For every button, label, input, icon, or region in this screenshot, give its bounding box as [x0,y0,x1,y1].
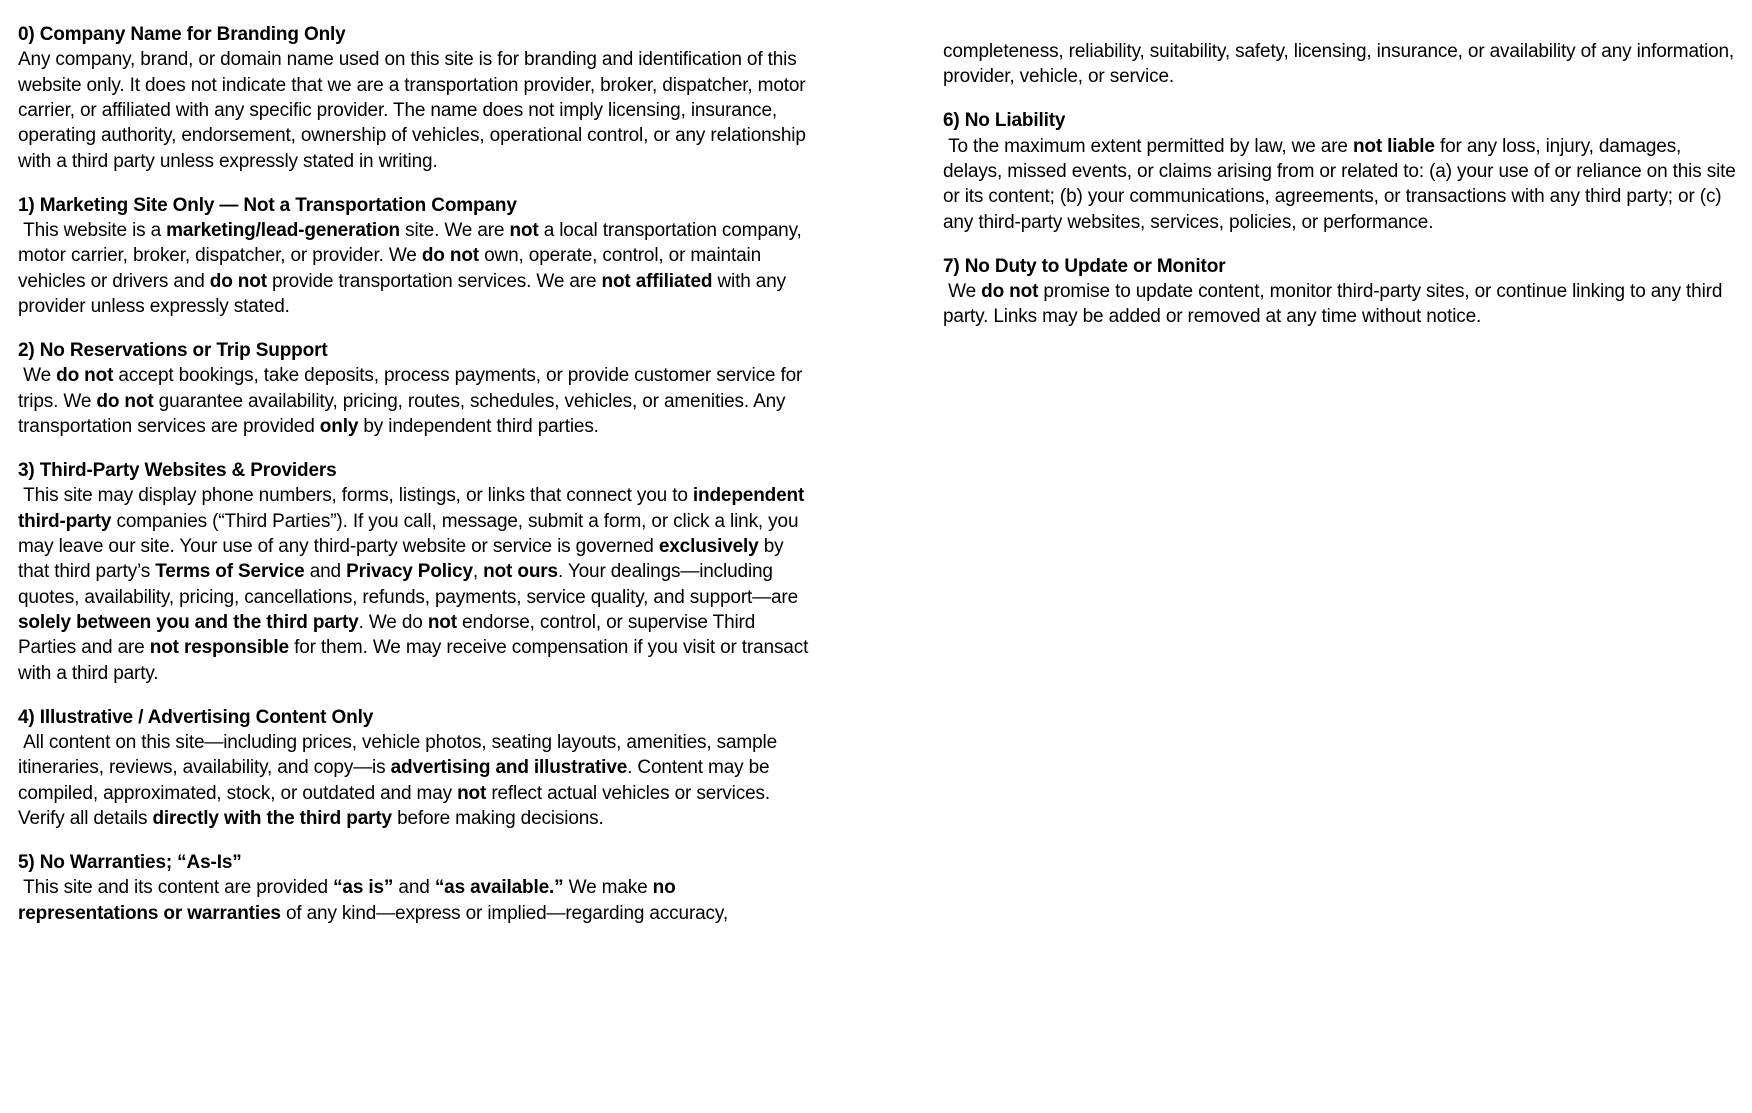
section-heading: 7) No Duty to Update or Monitor [943,255,1226,277]
disclaimer-section [943,39,1738,90]
text-run: promise to update content, monitor third-party sites, or continue linking to any third party. Links may be added or removed at any time without notice. [943,281,1728,328]
disclaimer-section [18,850,813,926]
emphasis-text: Privacy Policy [346,561,473,583]
text-run: site. We are [399,219,510,241]
section-body [18,485,813,683]
text-run: and [304,561,347,583]
text-run: This site may display phone numbers, forms, listings, or links that connect you to [18,485,693,507]
emphasis-text: not responsible [149,637,289,659]
text-run: We [943,281,982,302]
section-heading: 5) No Warranties; “As-Is” [18,851,242,873]
disclaimer-section [943,254,1738,330]
disclaimer-section [18,338,813,439]
text-run: a local transportation company, motor carrier, broker, dispatcher, or provider. We [18,219,807,267]
section-heading: 3) Third-Party Websites & Providers [18,459,337,481]
emphasis-text: exclusively [658,535,759,557]
emphasis-text: directly with the third party [152,807,392,829]
text-run: before making decisions. [391,807,604,829]
section-body [18,49,811,171]
emphasis-text: not ours [483,561,558,583]
section-body [943,281,1727,327]
text-run: own, operate, control, or maintain vehicles or drivers and [18,245,767,292]
disclaimer-section [18,22,813,174]
section-body [943,136,1741,233]
emphasis-text: not [509,219,539,241]
disclaimer-section [18,458,813,686]
section-heading: 0) Company Name for Branding Only [18,24,346,45]
emphasis-text: do not [96,390,154,412]
emphasis-text: independent third-party [18,485,810,532]
emphasis-text: advertising and illustrative [390,757,628,779]
text-run: of any kind—express or implied—regarding accuracy, [280,902,728,924]
emphasis-text: Terms of Service [155,561,305,583]
text-run: To the maximum extent permitted by law, we are [943,135,1353,157]
emphasis-text: do not [421,245,479,267]
disclaimer-section [18,705,813,832]
section-body [18,877,728,923]
emphasis-text: do not [56,365,114,387]
column-right [943,39,1741,348]
text-run: provide transportation services. We are [266,270,602,292]
text-run: We make [563,877,653,899]
text-run: All content on this site—including prices, vehicle photos, seating layouts, amenities, sample itineraries, reviews, availability, and copy—is [18,731,783,779]
emphasis-text: not [457,782,487,804]
emphasis-text: do not [981,281,1039,302]
text-run: . Your dealings—including quotes, availability, pricing, cancellations, refunds, payments, service quality, and support—are [18,561,804,608]
text-run: completeness, reliability, suitability, safety, licensing, insurance, or availability of any information, provider, vehicle, or service. [943,41,1740,88]
text-run: , [472,561,484,583]
text-run: guarantee availability, pricing, routes, schedules, vehicles, or amenities. Any transportation services are provided [18,390,791,437]
emphasis-text: marketing/lead-generation [166,219,400,241]
section-body [18,220,807,317]
section-heading: 4) Illustrative / Advertising Content Only [18,706,374,728]
section-heading: 1) Marketing Site Only — Not a Transportation Company [18,194,517,216]
disclaimer-section [943,108,1741,235]
emphasis-text: solely between you and the third party [18,611,359,633]
text-run: companies (“Third Parties”). If you call, message, submit a form, or click a link, you may leave our site. Your use of any third-party website or service is governed [18,510,804,557]
emphasis-text: “as is” [333,877,394,899]
emphasis-text: “as available.” [434,877,564,899]
text-run: Any company, brand, or domain name used on this site is for branding and identification of this website only. It does not indicate that we are a transportation provider, broker, dispatcher, motor carrier, or affiliated with any specific provider. The name does not imply licensing, insurance, operating authority, endorsement, ownership of vehicles, operational control, or any relationship with a third party unless expressly stated in writing. [18,49,811,172]
emphasis-text: not [427,611,457,633]
emphasis-text: not liable [1352,135,1435,157]
text-run: by that third party’s [18,535,789,583]
text-run: accept bookings, take deposits, process payments, or provide customer service for trips. We [18,365,808,412]
column-left [18,22,813,945]
text-run: . Content may be compiled, approximated, stock, or outdated and may [18,757,775,804]
emphasis-text: not affiliated [601,270,713,292]
text-run: reflect actual vehicles or services. Verify all details [18,782,776,829]
text-run: . We do [358,611,428,633]
text-run: by independent third parties. [358,415,599,437]
text-run: for any loss, injury, damages, delays, missed events, or claims arising from or related to: (a) your use of or reliance on this site or its content; (b) your communications, agreements, or transactions with any third party; or (c) any third-party websites, services, policies, or performance. [943,135,1741,233]
section-body [18,365,807,437]
text-run: endorse, control, or supervise Third Parties and are [18,611,761,659]
text-run: We [18,365,57,387]
text-run: and [393,877,435,899]
text-run: This website is a [18,219,167,241]
emphasis-text: do not [209,270,267,292]
section-heading: 6) No Liability [943,110,1066,132]
text-run: with any provider unless expressly stated. [18,270,792,317]
section-body [18,732,782,829]
text-run: for them. We may receive compensation if you visit or transact with a third party. [18,637,814,684]
section-body [943,41,1739,87]
emphasis-text: only [319,415,359,437]
section-heading: 2) No Reservations or Trip Support [18,339,328,361]
emphasis-text: no representations or warranties [18,877,681,924]
text-run: This site and its content are provided [18,877,334,899]
disclaimer-section [18,193,813,320]
